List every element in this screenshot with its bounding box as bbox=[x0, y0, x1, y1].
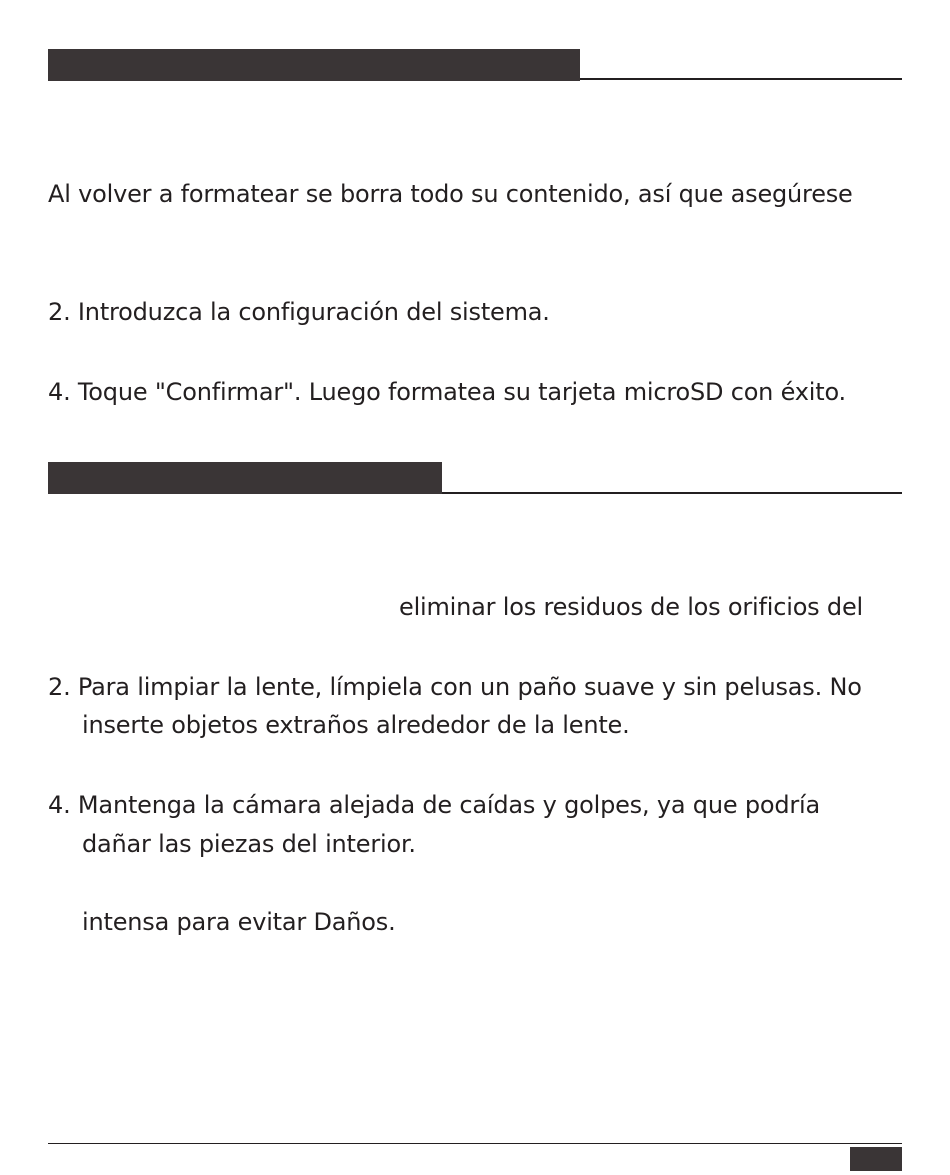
care-item-4-line-1: 4. Mantenga la cámara alejada de caídas y golpes, ya que podría bbox=[48, 791, 821, 819]
section-header-rule-format bbox=[580, 78, 902, 80]
format-step-4: 4. Toque "Confirmar". Luego formatea su tarjeta microSD con éxito. bbox=[48, 378, 846, 406]
format-warning-paragraph: Al volver a formatear se borra todo su contenido, así que asegúrese bbox=[48, 180, 853, 208]
care-item-2-line-2: inserte objetos extraños alrededor de la lente. bbox=[82, 711, 630, 739]
care-item-1-fragment: eliminar los residuos de los orificios del bbox=[399, 593, 863, 621]
care-item-2-line-1: 2. Para limpiar la lente, límpiela con un paño suave y sin pelusas. No bbox=[48, 673, 862, 701]
section-header-bar-care bbox=[48, 462, 442, 494]
care-item-5-fragment: intensa para evitar Daños. bbox=[82, 908, 396, 936]
footer-rule bbox=[48, 1143, 902, 1144]
format-step-2: 2. Introduzca la configuración del sistema. bbox=[48, 298, 550, 326]
care-item-4-line-2: dañar las piezas del interior. bbox=[82, 830, 416, 858]
section-header-bar-format bbox=[48, 49, 580, 81]
section-header-rule-care bbox=[442, 492, 902, 494]
page-number-tab bbox=[850, 1147, 902, 1171]
